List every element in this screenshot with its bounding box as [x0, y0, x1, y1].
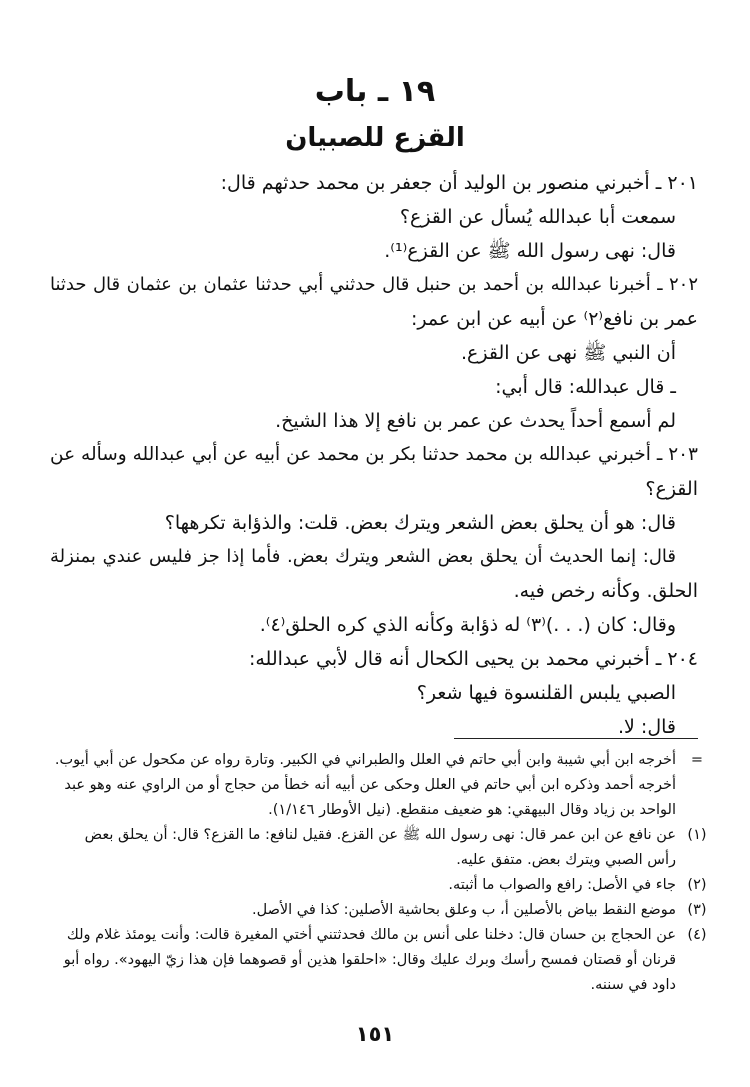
footnote-marker: =: [690, 752, 704, 768]
text-line: قال: لا.: [618, 716, 676, 738]
footnote-number: (١): [687, 827, 707, 843]
text-line: ٢٠٣ ـ أخبرني عبدالله بن محمد حدثنا بكر بن محمد عن أبيه عن أبي عبدالله وسأله عن: [50, 444, 698, 465]
text-line: القزع؟: [645, 478, 698, 500]
text-line: سمعت أبا عبدالله يُسأل عن القزع؟: [399, 206, 676, 228]
footnote-2: [28, 873, 718, 898]
footnote-number: (٢): [687, 877, 707, 893]
footnote-number: (٤): [687, 927, 707, 943]
footnote-number: (٣): [687, 902, 707, 918]
text-line: قال: نهى رسول الله ﷺ عن القزع⁽¹⁾.: [384, 240, 676, 262]
text-line: لم أسمع أحداً يحدث عن عمر بن نافع إلا هذا الشيخ.: [275, 410, 676, 432]
page-number: ١٥١: [355, 1022, 395, 1046]
chapter-subtitle: القزع للصبيان: [285, 123, 465, 153]
footnote-line: جاء في الأصل: رافع والصواب ما أثبته.: [448, 877, 676, 893]
text-line: ٢٠٤ ـ أخبرني محمد بن يحيى الكحال أنه قال لأبي عبدالله:: [248, 648, 698, 670]
footnote-line: عن نافع عن ابن عمر قال: نهى رسول الله ﷺ عن القزع. فقيل لنافع: ما القزع؟ قال: أن يحلق بعض: [84, 827, 676, 843]
text-line: ٢٠١ ـ أخبرني منصور بن الوليد أن جعفر بن محمد حدثهم قال:: [220, 172, 698, 194]
footnote-divider: [454, 738, 698, 739]
footnote-line: رأس الصبي ويترك بعض. متفق عليه.: [456, 852, 676, 868]
footnote-continuation: [28, 748, 718, 823]
footnote-4: [28, 923, 718, 998]
footnote-line: داود في سننه.: [590, 977, 676, 993]
text-line: الصبي يلبس القلنسوة فيها شعر؟: [416, 682, 676, 704]
text-line: قال: إنما الحديث أن يحلق بعض الشعر ويترك بعض. فأما إذا جز فليس عندي بمنزلة: [50, 546, 676, 567]
footnote-1: [28, 823, 718, 873]
footnote-line: موضع النقط بياض بالأصلين أ، ب وعلق بحاشية الأصلين: كذا في الأصل.: [251, 902, 676, 918]
footnote-line: أخرجه أحمد وذكره ابن أبي حاتم في العلل وحكى عن أبيه أنه خطأ من حجاج أو من الراوي عنه وهو عبد: [64, 777, 676, 793]
footnote-3: [28, 898, 718, 923]
text-line: ـ قال عبدالله: قال أبي:: [495, 376, 676, 398]
text-line: أن النبي ﷺ نهى عن القزع.: [461, 342, 676, 364]
footnote-line: الواحد بن زياد وقال البيهقي: هو ضعيف منقطع. (نيل الأوطار ١/١٤٦).: [268, 802, 676, 818]
main-text: [50, 166, 698, 744]
text-line: وقال: كان (. . .)⁽٣⁾ له ذؤابة وكأنه الذي كره الحلق⁽٤⁾.: [259, 614, 676, 636]
text-line: ٢٠٢ ـ أخبرنا عبدالله بن أحمد بن حنبل قال حدثني أبي حدثنا عثمان بن عثمان قال حدثنا: [50, 274, 698, 295]
footnote-line: أخرجه ابن أبي شيبة وابن أبي حاتم في العلل والطبراني في الكبير. وتارة رواه عن مكحول عن أبي أيوب.: [54, 752, 676, 768]
text-line: الحلق. وكأنه رخص فيه.: [513, 580, 698, 602]
footnotes: [28, 748, 718, 998]
footnote-line: عن الحجاج بن حسان قال: دخلنا على أنس بن مالك فحدثتني أختي المغيرة قالت: وأنت يومئذ غلام ولك: [66, 927, 676, 943]
text-line: قال: هو أن يحلق بعض الشعر ويترك بعض. قلت: والذؤابة تكرهها؟: [164, 512, 676, 534]
footnote-line: قرنان أو قصتان فمسح رأسك وبرك عليك وقال: «احلقوا هذين أو قصوهما فإن هذا زيّ اليهود». رواه أبو: [63, 952, 676, 968]
chapter-heading: ١٩ ـ باب: [314, 74, 436, 109]
text-line: عمر بن نافع⁽٢⁾ عن أبيه عن ابن عمر:: [411, 308, 698, 330]
